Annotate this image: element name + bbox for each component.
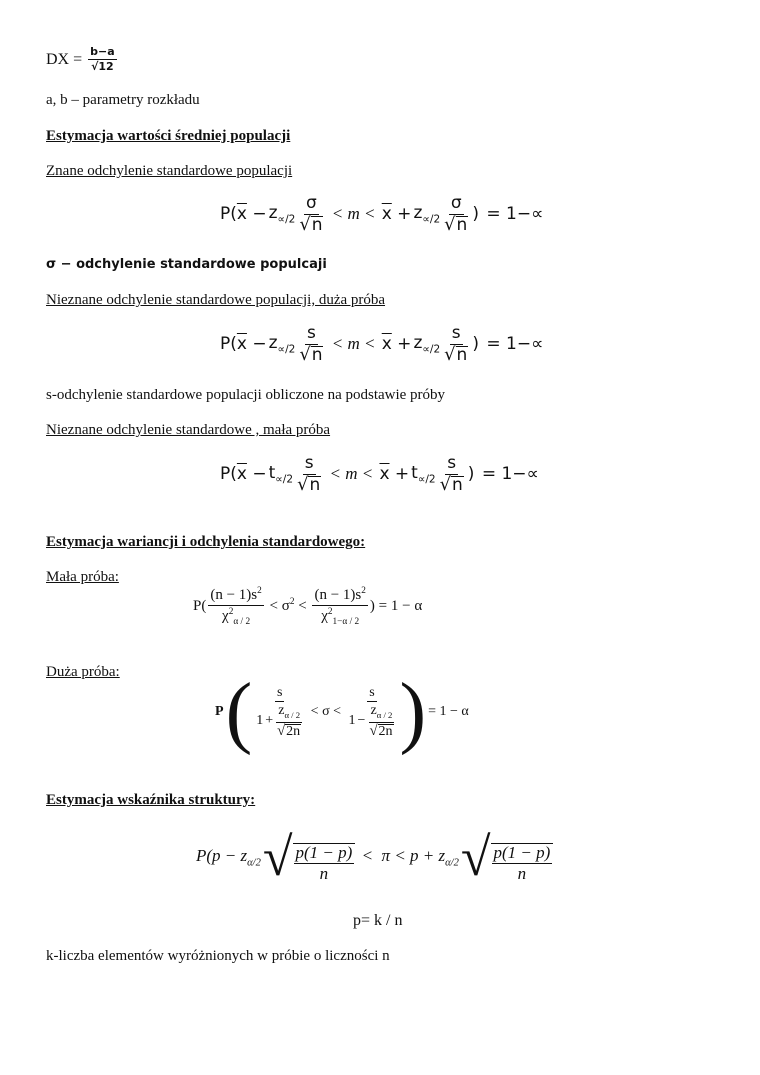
f1-crit-sub: ∝/2 [277,213,296,226]
f1-crit-b: z [413,203,423,224]
f1-n-b: n [456,214,468,235]
f6-n-a: n [319,864,329,884]
dx-numerator: b−a [88,46,117,60]
f2-n-a: n [311,344,323,365]
f1-spread-b: σ [450,193,462,213]
f5-rhs: = 1 − α [428,704,469,719]
f2-crit-b: z [413,333,423,354]
f2-fraction-b: s √ n [444,323,468,365]
f4-chi-b: χ [321,607,328,624]
section-mean-heading: Estymacja wartości średniej populacji [46,128,291,144]
formula-1: $P(\overline{x}$ − $z_{\propto/2}$ σ √ n < m < $\overline{x}$ + $z_{\propto/2}$ σ √ n ) = 1−∝ [220,193,544,235]
f4-chi-sub-a: α / 2 [233,616,251,627]
dx-fraction [88,46,117,73]
f4-fraction-a: $\frac{(n - 1)s^2}{\chi^2_{\alpha / 2}}$ [210,586,262,627]
case1-heading: Znane odchylenie standardowe populacji [46,163,293,179]
f2-spread-a: s [306,323,316,343]
f5-z-sub-a: α / 2 [284,709,301,720]
f1-crit: z [268,203,278,224]
f6-n-b: n [517,864,527,884]
f3-crit-b: t [411,463,418,484]
f4-fraction-b: $\frac{(n - 1)s^2}{\chi^2_{1-\alpha / 2}}$ [314,586,366,627]
f5-fraction-a: s 1 + $z_{\alpha / 2}$ √ 2n [256,684,301,739]
f1-spread-a: σ [306,193,317,213]
f3-spread-b: s [447,453,457,473]
f2-fraction-a: s √ n [299,323,323,365]
f3-rhs: = 1−∝ [481,464,539,485]
f5-one-a: 1 [256,713,264,729]
f3-n-a: n [309,474,321,495]
f5-z-b: z [370,703,377,719]
f4-chi-a: χ [222,607,229,624]
f5-s-a: s [275,685,284,702]
f5-one-b: 1 [348,713,356,729]
f5-2n-a: 2n [286,723,301,739]
f5-fraction-b: s 1 − $z_{\alpha / 2}$ √ 2n [348,684,393,739]
s-description: s-odchylenie standardowe populacji obliczone na podstawie próby [46,387,446,403]
dx-formula [46,46,117,73]
formula-5: P ( s 1 + $z_{\alpha / 2}$ √ 2n < σ < s 1 − $z_{\alpha / 2}$ √ 2n ) = 1 − α [215,668,469,756]
dx-lhs: DX = [46,50,83,68]
sigma-description: σ − odchylenie standardowe populcaji [46,257,327,272]
f2-crit-sub-b: ∝/2 [422,343,441,356]
f4-rhs: ) = 1 − α [369,597,423,614]
f5-sigma: σ [322,704,330,719]
f2-rhs: = 1−∝ [486,334,544,355]
f4-num-b: (n − 1)s [314,587,362,603]
section-variance-heading: Estymacja wariancji i odchylenia standardowego: [46,534,366,550]
params-line: a, b – parametry rozkładu [46,92,200,108]
large-sample-heading: Duża próba: [46,664,120,680]
f3-fraction-b: s √ n [439,453,463,495]
f1-n-a: n [311,214,323,235]
formula-3: $P(\overline{x}$ − $t_{\propto/2}$ s √ n < m < $\overline{x}$ + $t_{\propto/2}$ s √ n ) = 1−∝ [220,453,539,495]
f3-crit: t [268,463,276,484]
f6-p-expr-b: p(1 − p) [492,844,553,865]
f5-z-sub-b: α / 2 [376,709,393,720]
f4-num-a: (n − 1)s [210,587,258,603]
case3-heading: Nieznane odchylenie standardowe , mała próba [46,422,331,438]
f3-n-b: n [452,474,463,495]
formula-2: $P(\overline{x}$ − $z_{\propto/2}$ s √ n < m < $\overline{x}$ + $z_{\propto/2}$ s √ n ) = 1−∝ [220,323,544,365]
f1-fraction-a: σ √ n [299,193,323,235]
dx-denominator: √12 [91,60,114,74]
small-sample-heading: Mała próba: [46,569,119,585]
f3-fraction-a: s √ n [297,453,321,495]
f1-crit-sub-b: ∝/2 [422,213,441,226]
f5-z-a: z [278,703,285,719]
f3-spread-a: s [304,453,314,473]
f5-s-b: s [367,685,376,702]
f3-crit-sub: ∝/2 [275,473,294,486]
f2-crit-sub: ∝/2 [277,343,296,356]
f2-n-b: n [456,344,468,365]
k-description: k-liczba elementów wyróżnionych w próbie o liczności n [46,948,390,964]
f2-spread-b: s [451,323,461,343]
case2-heading: Nieznane odchylenie standardowe populacji, duża próba [46,292,386,308]
f2-crit: z [268,333,278,354]
f1-rhs: = 1−∝ [486,204,544,225]
f5-2n-b: 2n [378,723,393,739]
f1-fraction-b: σ √ n [444,193,468,235]
f3-crit-sub-b: ∝/2 [417,473,436,486]
f6-pi: π [381,845,391,865]
p-definition: p= k / n [353,912,403,929]
formula-4: P( $\frac{(n - 1)s^2}{\chi^2_{\alpha / 2}}$ < $\sigma^2$ < $\frac{(n - 1)s^2}{\chi^2_{1-\alpha / 2}}$ ) = 1 − α [193,586,423,627]
formula-6: $P(p - z_{\alpha/2}$ √ $\frac{p(1 - p)}{n}$ < $\pi < p + z_{\alpha/2}$ √ $\frac{p(1 - p)}{n}$ [196,830,553,884]
f6-p-expr-a: p(1 − p) [294,844,355,865]
f4-chi-sub-b: 1−α / 2 [332,616,360,627]
section-structure-heading: Estymacja wskaźnika struktury: [46,792,256,808]
